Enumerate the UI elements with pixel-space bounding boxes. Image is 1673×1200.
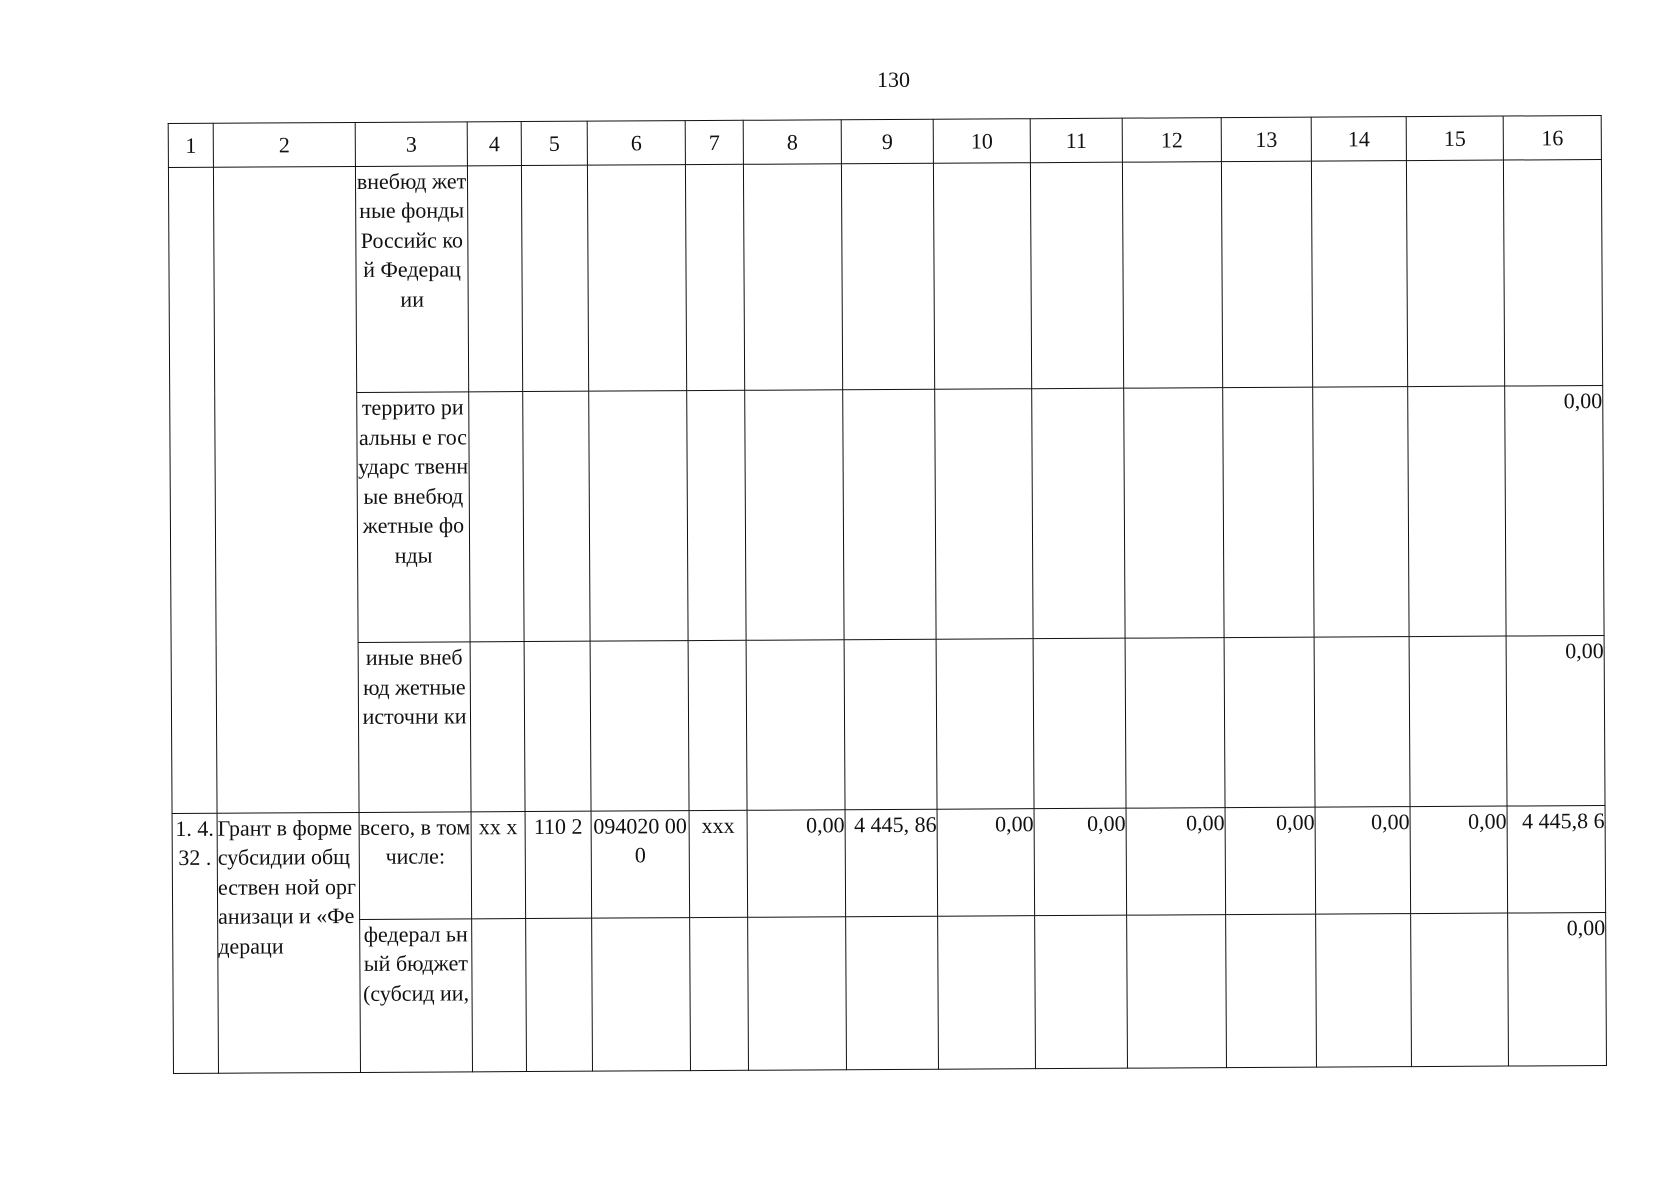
header-cell: 13 <box>1221 117 1311 161</box>
header-cell: 12 <box>1122 118 1221 162</box>
header-cell: 11 <box>1030 118 1122 162</box>
page-number: 130 <box>877 67 910 92</box>
header-cell: 4 <box>467 122 521 166</box>
header-cell: 9 <box>841 119 933 163</box>
header-cell: 10 <box>933 119 1030 163</box>
table-row <box>170 386 1604 644</box>
row-number-cell <box>168 167 217 813</box>
table-row <box>168 159 1602 394</box>
header-cell: 15 <box>1406 116 1503 160</box>
value-cell: 0,00 <box>1225 807 1316 915</box>
row-number-cell: 1. 4. 32 . <box>172 813 218 1073</box>
value-cell: 4 445,8 6 <box>1507 805 1606 913</box>
value-cell: 0,00 <box>1505 386 1604 637</box>
header-cell: 6 <box>587 121 685 165</box>
value-cell <box>1503 159 1602 386</box>
value-cell: 0,00 <box>1410 806 1508 914</box>
funding-source-cell: всего, в том числе: <box>359 812 472 920</box>
funding-source-cell: террито риальны е государс твенные внебюд жетные фонды <box>357 392 470 643</box>
funding-source-cell: федерал ьный бюджет (субсид ии, <box>360 919 473 1073</box>
value-cell: 0,00 <box>1126 807 1226 915</box>
table-row <box>172 805 1606 920</box>
value-cell: 4 445, 86 <box>845 809 938 917</box>
code-cell: 094020 000 <box>591 810 690 918</box>
funding-source-cell: внебюд жетные фонды Российс кой Федерац ии <box>355 166 468 393</box>
item-name-cell: Грант в форме субсидии обществен ной организаци и «Федераци <box>217 812 360 1073</box>
value-cell: 0,00 <box>1508 912 1607 1066</box>
budget-table <box>168 115 1607 1074</box>
value-cell: 0,00 <box>747 810 846 918</box>
value-cell: 0,00 <box>1506 636 1605 806</box>
funding-source-cell: иные внебюд жетные источни ки <box>358 642 471 812</box>
header-cell: 7 <box>685 120 743 164</box>
table-row <box>171 636 1605 813</box>
header-cell: 3 <box>355 122 467 166</box>
table-row <box>173 912 1607 1073</box>
value-cell: 0,00 <box>1315 806 1411 914</box>
code-cell: хх х <box>471 811 526 918</box>
item-name-cell <box>213 166 359 813</box>
header-cell: 1 <box>168 123 213 167</box>
header-cell: 2 <box>213 122 355 167</box>
code-cell: ххх <box>689 810 748 917</box>
value-cell: 0,00 <box>1034 808 1127 916</box>
code-cell: 110 2 <box>525 811 592 919</box>
header-cell: 16 <box>1503 116 1601 160</box>
header-cell: 8 <box>743 120 841 164</box>
header-cell: 14 <box>1311 117 1406 161</box>
header-cell: 5 <box>521 121 587 165</box>
value-cell: 0,00 <box>937 808 1035 916</box>
